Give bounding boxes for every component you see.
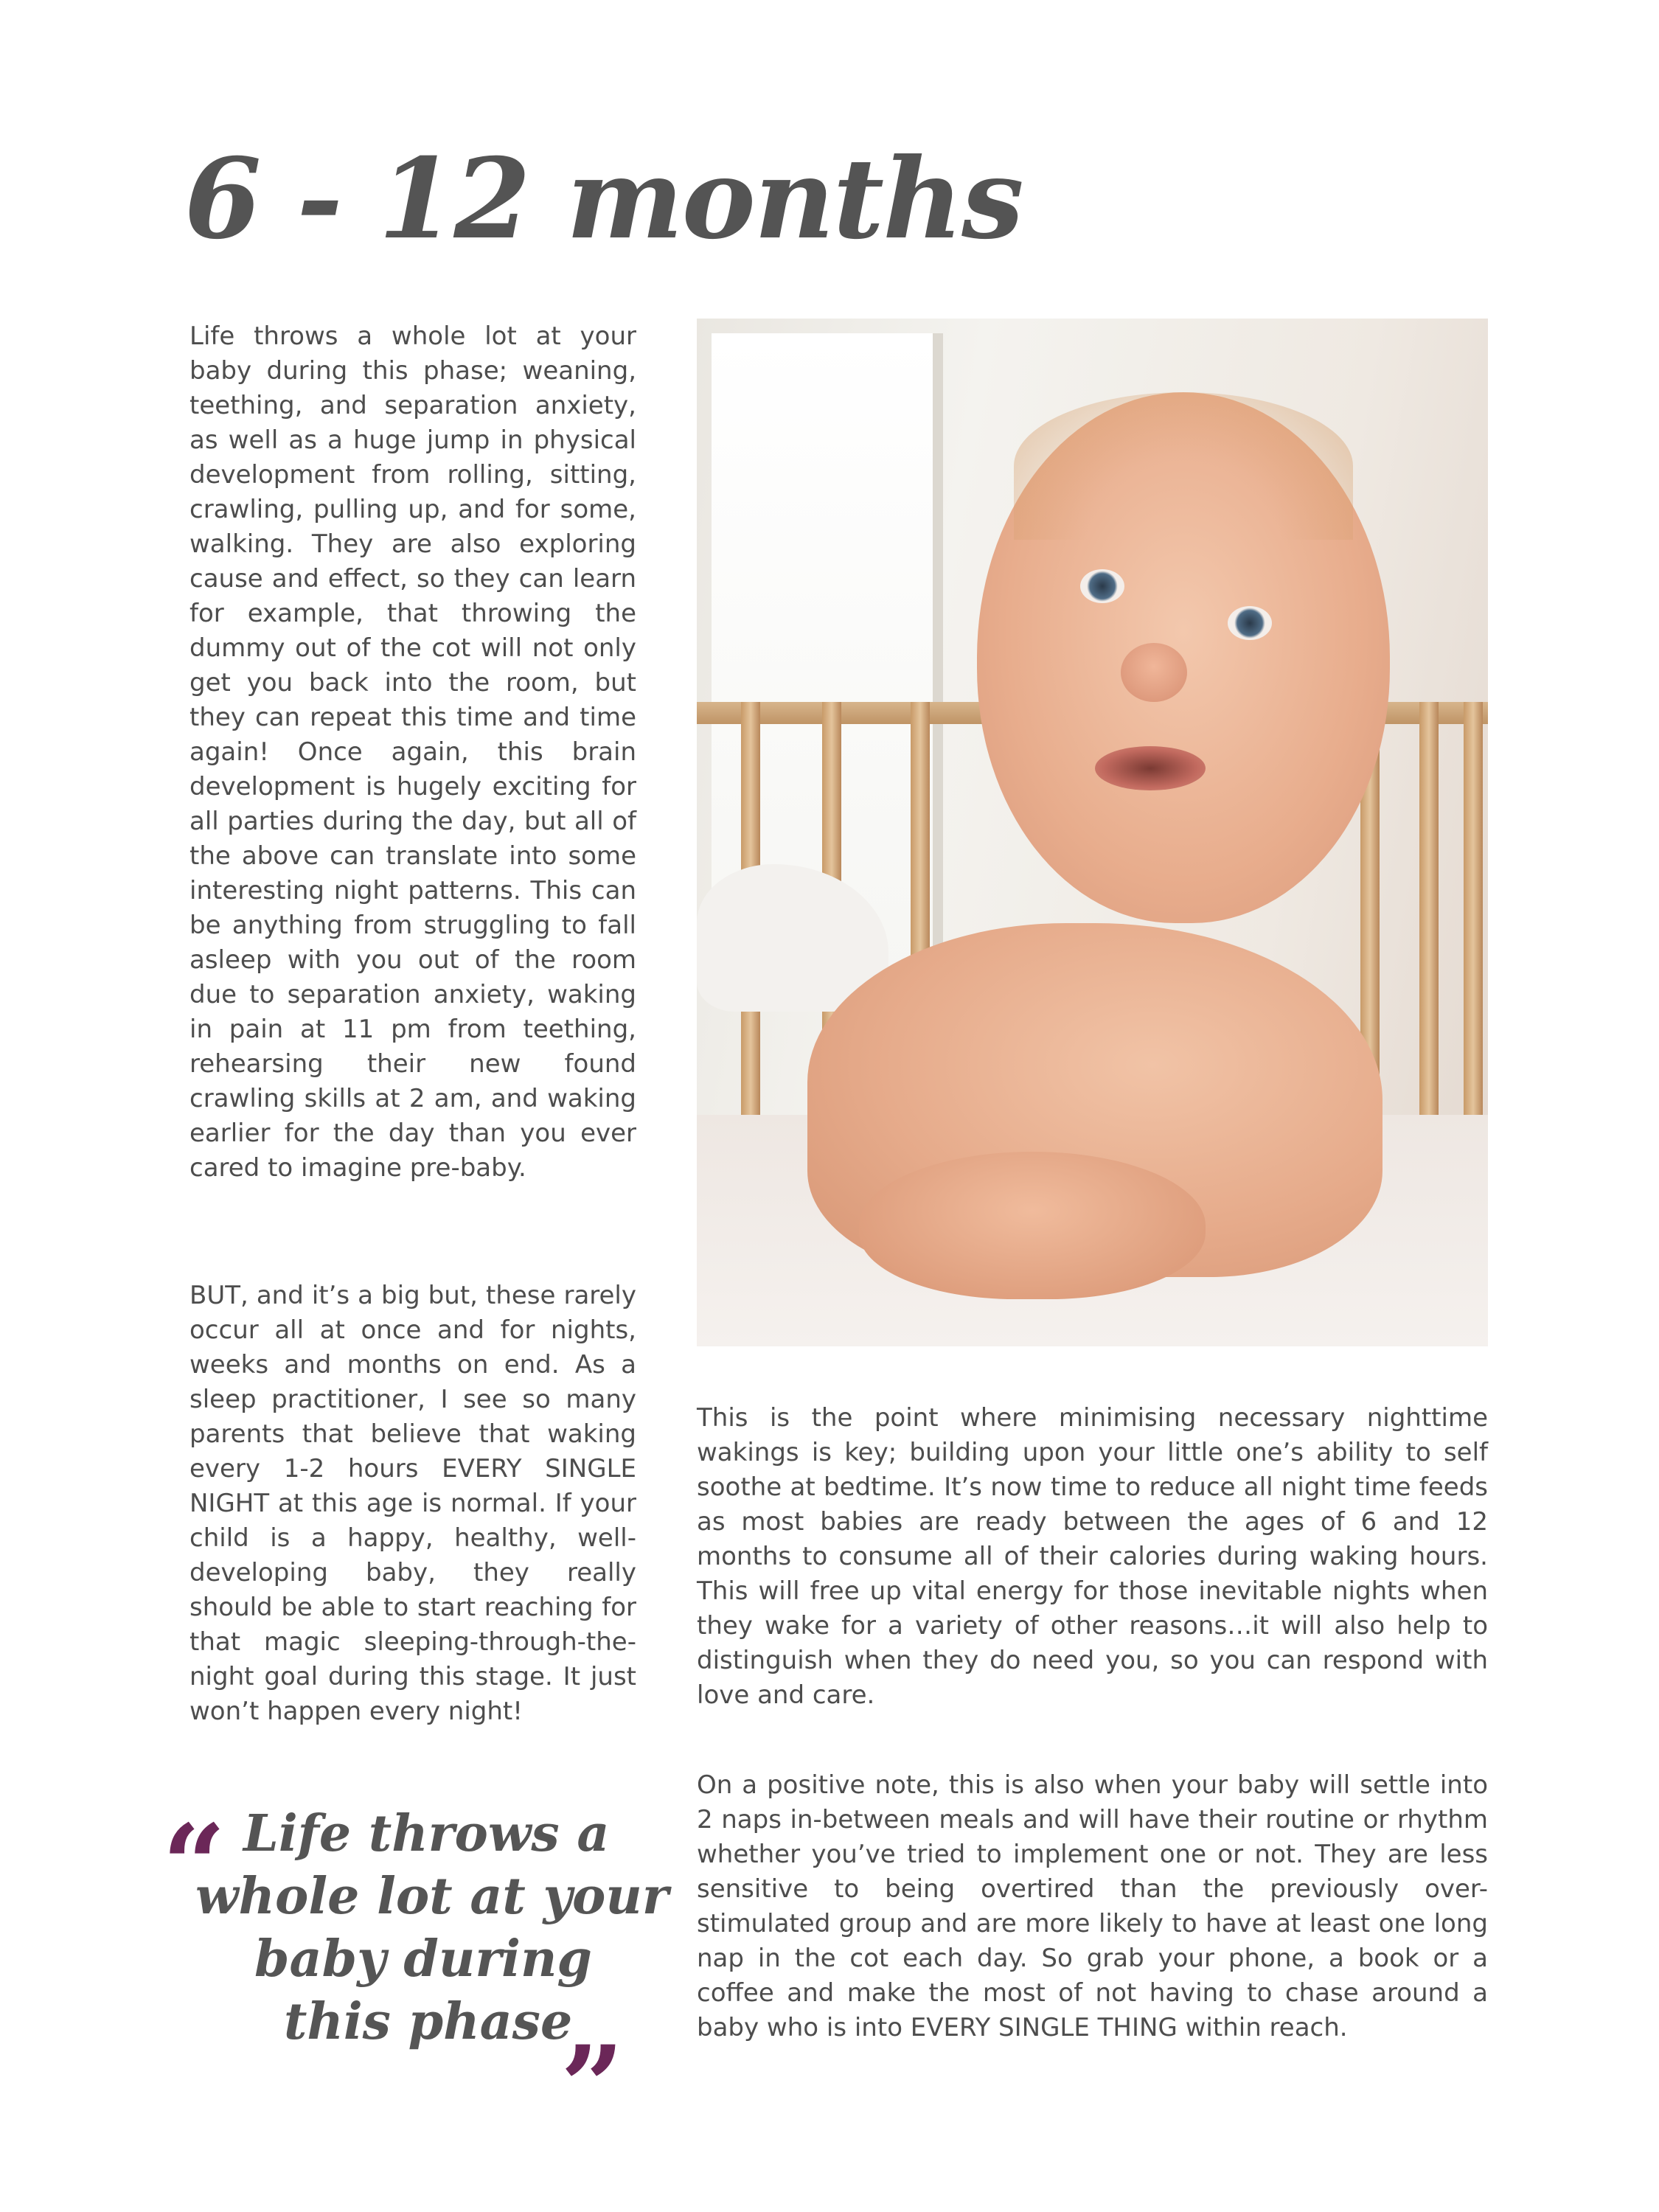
body-paragraph-3: This is the point where minimising necessary nighttime wakings is key; building upon your little one’s ability to self soothe at bedtime. It’s now time to reduce all night time feeds as most babies are ready between the ages of 6 and 12 months to consume all of their calories during waking hours. This will free up vital energy for those inevitable nights when they wake for a variety of other reasons…it will also help to distinguish when they do need you, so you can respond with love and care. [697, 1403, 1488, 1710]
pull-quote-line: whole lot at your [195, 1867, 669, 1926]
baby-mouth [1095, 746, 1206, 790]
baby-nose [1121, 643, 1187, 702]
cot-bar [1464, 702, 1483, 1115]
baby-eye [1228, 606, 1272, 640]
body-paragraph-1: Life throws a whole lot at your baby during this phase; weaning, teething, and separation anxiety, as well as a huge jump in physical development from rolling, sitting, crawling, pulling up, and for some, walking. They are also exploring cause and effect, so they can learn for example, that throwing the dummy out of the cot will not only get you back into the room, but they can repeat this time and time again! Once again, this brain development is hugely exciting for all parties during the day, but all of the above can translate into some interesting night patterns. This can be anything from struggling to fall asleep with you out of the room due to separation anxiety, waking in pain at 11 pm from teething, rehearsing their new found crawling skills at 2 am, and waking earlier for the day than you ever cared to imagine pre-baby. [189, 321, 636, 1183]
pull-quote-line: this phase [284, 1992, 573, 2051]
baby-hair [1014, 392, 1353, 540]
pull-quote-line: baby during [254, 1930, 592, 1989]
page-title: 6 - 12 months [184, 134, 1023, 264]
baby-arm [859, 1152, 1206, 1299]
baby-photo [697, 319, 1488, 1346]
body-paragraph-4: On a positive note, this is also when your baby will settle into 2 naps in-between meals and will have their routine or rhythm whether you’ve tried to implement one or not. They are less sensitive to being overtired than the previously over-stimulated group and are more likely to have at least one long nap in the cot each day. So grab your phone, a book or a coffee and make the most of not having to chase around a baby who is into EVERY SINGLE THING within reach. [697, 1770, 1488, 2042]
cot-bar [1419, 702, 1439, 1115]
pull-quote-line: Life throws a [243, 1804, 610, 1863]
baby-eye [1080, 569, 1124, 603]
body-paragraph-2: BUT, and it’s a big but, these rarely occur all at once and for nights, weeks and months on end. As a sleep practitioner, I see so many parents that believe that waking every 1-2 hours EVERY SINGLE NIGHT at this age is normal. If your child is a happy, healthy, well-developing baby, they really should be able to start reaching for that magic sleeping-through-the-night goal during this stage. It just won’t happen every night! [189, 1281, 636, 1726]
